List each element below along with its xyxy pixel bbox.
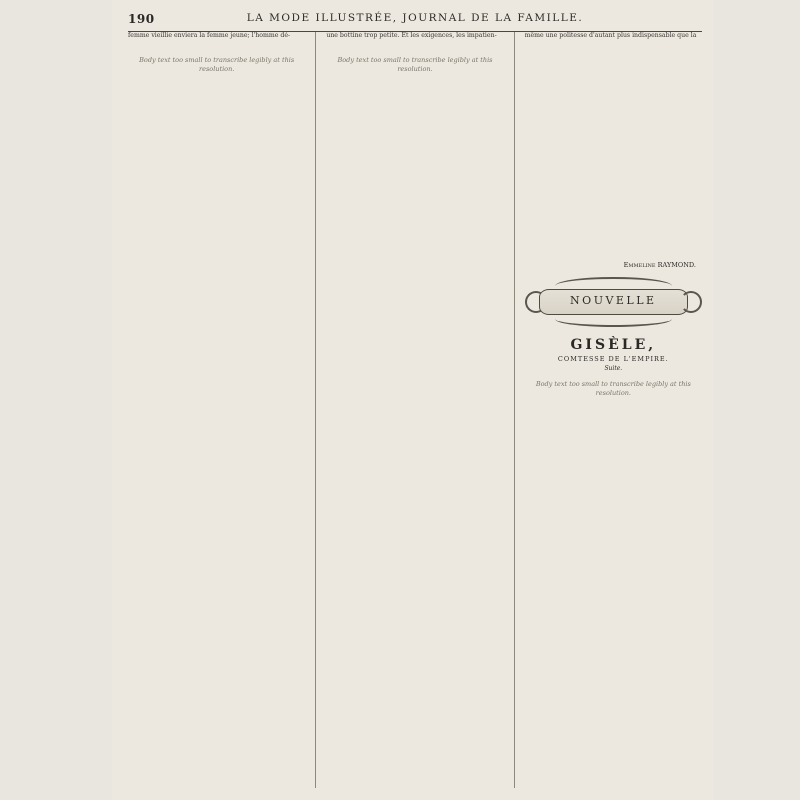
illegible-body-note: Body text too small to transcribe legibly at this resolution.	[535, 379, 691, 397]
story-subtitle: COMTESSE DE L'EMPIRE.	[557, 354, 669, 363]
story-header	[525, 271, 702, 372]
column-opening-text: même une politesse d'autant plus indispensable que la	[524, 32, 697, 39]
column-divider	[315, 32, 316, 788]
illegible-body-note: Body text too small to transcribe legibly at this resolution.	[337, 56, 493, 73]
column-opening-text: une bottine trop petite. Et les exigences, les impatien-	[326, 32, 497, 39]
story-part: Suite.	[604, 364, 623, 372]
column-opening-text: femme vieillie envierа la femme jeune; l'homme dé-	[128, 32, 291, 39]
running-head	[128, 6, 702, 28]
scroll-ornament-icon	[555, 311, 672, 327]
column-right	[525, 32, 702, 788]
text-columns	[128, 32, 702, 788]
page-number: 190	[128, 12, 155, 26]
journal-title: LA MODE ILLUSTRÉE, JOURNAL DE LA FAMILLE.	[246, 12, 584, 24]
section-label: NOUVELLE	[570, 293, 657, 307]
article-signature: Emmeline RAYMOND.	[623, 260, 696, 269]
column-divider	[514, 32, 515, 788]
curl-ornament-icon	[680, 291, 702, 313]
ornamental-vignette	[525, 271, 702, 331]
story-title: GISÈLE,	[570, 336, 657, 353]
column-middle	[326, 32, 503, 788]
newspaper-page	[112, 0, 714, 800]
column-left	[128, 32, 305, 788]
illegible-body-note: Body text too small to transcribe legibly at this resolution.	[139, 56, 295, 73]
